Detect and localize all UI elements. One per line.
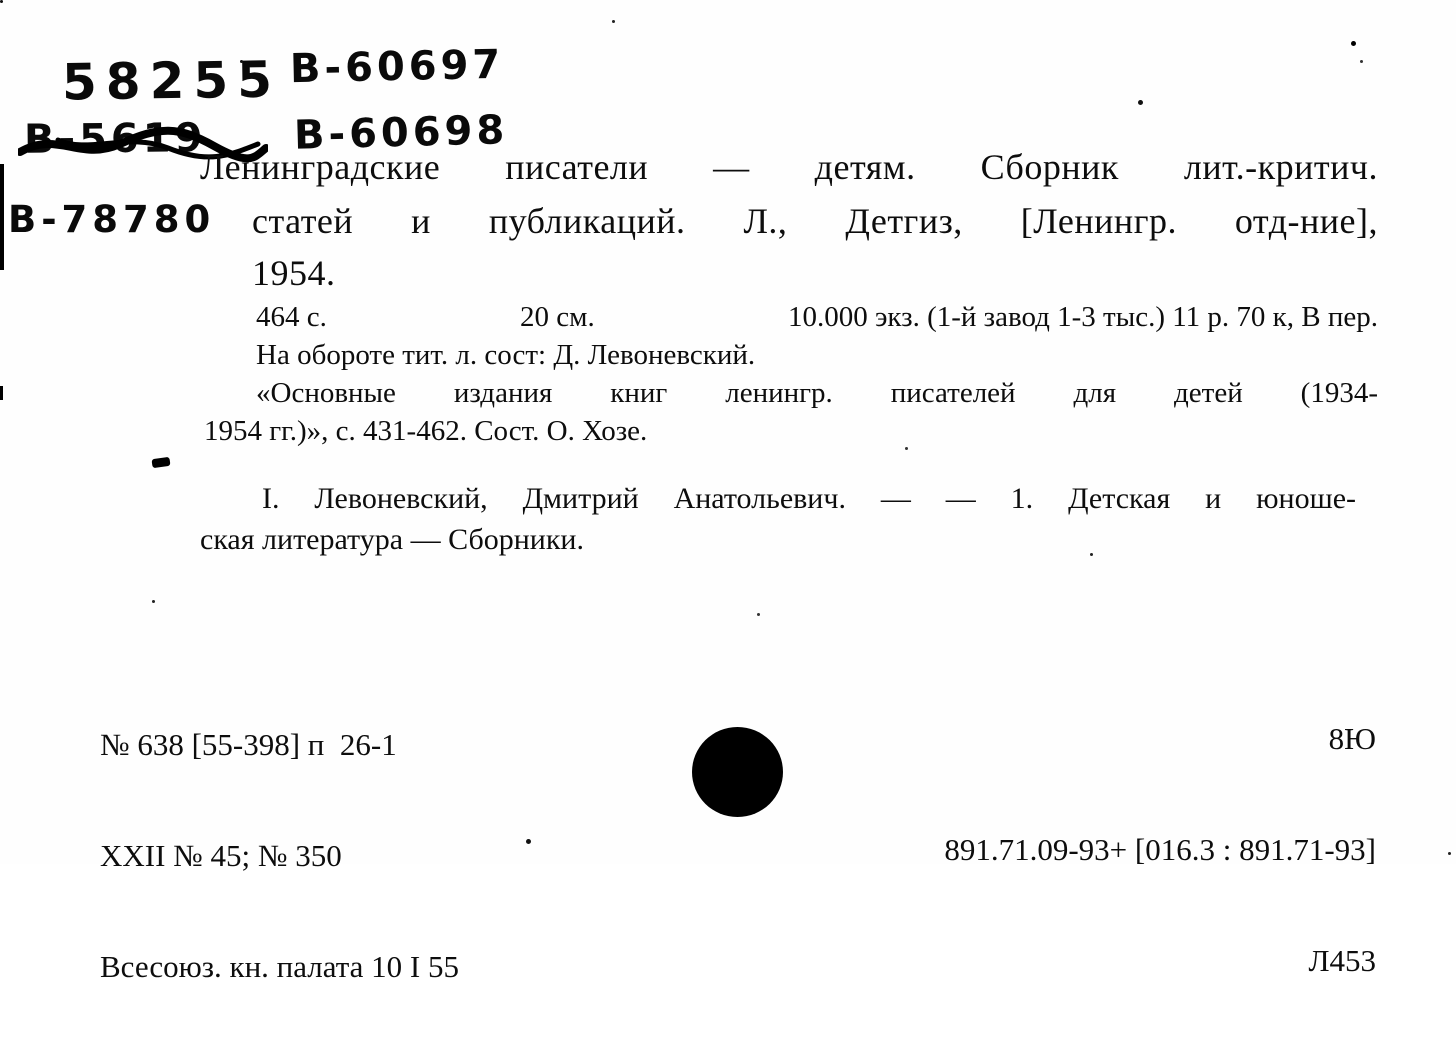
collation-pages: 464 с. [256, 301, 327, 333]
scan-noise-specks [0, 0, 3, 3]
note-line-2: «Основные издания книг ленингр. писателей для детей (1934- [256, 377, 1378, 409]
author-cutter-code: Л453 [1308, 943, 1376, 978]
punch-hole [692, 727, 783, 817]
bibliographic-entry [200, 140, 1378, 450]
handwritten-call-number-2: В-60698 [293, 107, 509, 159]
classification-block [944, 646, 1376, 1053]
registration-line-1: № 638 [55-398] п 26-1 [100, 727, 397, 762]
collation-size: 20 см. [520, 301, 595, 333]
tracing-line-2: ская литература — Сборники. [200, 523, 584, 556]
collation-print-run-price: 10.000 экз. (1-й завод 1-3 тыс.) 11 р. 70 к, В пер. [787, 301, 1378, 333]
collation-line [256, 298, 1378, 336]
tracing-line-1: I. Левоневский, Дмитрий Анатольевич. — — 1. Детская и юноше- [262, 482, 1356, 515]
handwritten-crossed-out-number: В-5619 [23, 115, 207, 163]
registration-line-2: XXII № 45; № 350 [100, 838, 342, 873]
tracings-block [200, 478, 1360, 560]
scan-edge-artifact [0, 164, 4, 270]
handwritten-accession-number-2: В-78780 [8, 198, 216, 241]
scan-edge-tick [0, 386, 3, 400]
ink-smudge [151, 457, 170, 468]
title-line-2: статей и публикаций. Л., Детгиз, [Ленингр. отд-ние], [252, 201, 1378, 241]
handwritten-accession-number: 58255 [61, 50, 282, 112]
note-line-3: 1954 гг.)», с. 431-462. Сост. О. Хозе. [204, 415, 648, 447]
udc-classification-number: 891.71.09-93+ [016.3 : 891.71-93] [944, 832, 1376, 867]
handwritten-call-number-1: В-60697 [289, 41, 505, 93]
registration-line-3: Всесоюз. кн. палата 10 I 55 [100, 949, 459, 984]
note-line-1: На обороте тит. л. сост: Д. Левоневский. [256, 339, 756, 371]
title-line-1: Ленинградские писатели — детям. Сборник лит.-критич. [200, 147, 1378, 187]
title-line-3: 1954. [252, 253, 336, 293]
classification-letter-code: 8Ю [1328, 721, 1376, 756]
registration-block [100, 652, 459, 1059]
